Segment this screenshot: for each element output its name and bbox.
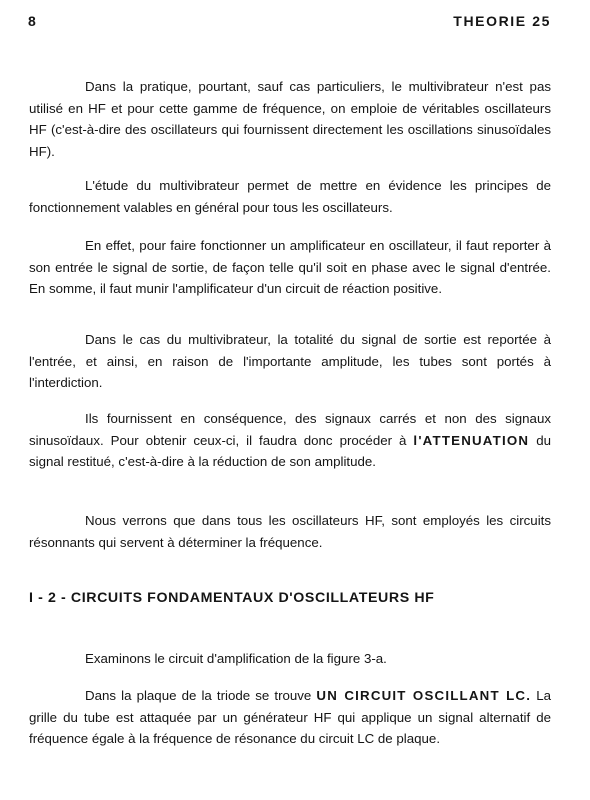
paragraph xyxy=(29,685,551,750)
paragraph-text: du signal restitué, c'est-à-dire à la réduction de son amplitude. xyxy=(29,432,551,469)
section-heading: I - 2 - CIRCUITS FONDAMENTAUX D'OSCILLATEURS HF xyxy=(29,590,435,606)
paragraph xyxy=(29,408,551,473)
paragraph: Dans la pratique, pourtant, sauf cas particuliers, le multivibrateur n'est pas utilisé en HF et pour cette gamme de fréquence, on emploie de véritables oscillateurs HF (c'est-à-dire des oscillateurs qui fournissent directement les oscillations sinusoïdales HF). xyxy=(29,79,551,159)
paragraph-text: Dans la plaque de la triode se trouve xyxy=(85,688,317,703)
paragraph: Nous verrons que dans tous les oscillateurs HF, sont employés les circuits résonnants qui servent à déterminer la fréquence. xyxy=(29,513,551,550)
page-number: 8 xyxy=(28,13,37,29)
paragraph: L'étude du multivibrateur permet de mettre en évidence les principes de fonctionnement valables en général pour tous les oscillateurs. xyxy=(29,178,551,215)
paragraph-text: La grille du tube est attaquée par un générateur HF qui applique un signal alternatif de fréquence égale à la fréquence de résonance du circuit LC de plaque. xyxy=(29,688,551,746)
running-title: THEORIE 25 xyxy=(453,13,551,29)
paragraph-text: Ils fournissent en conséquence, des signaux carrés et non des signaux sinusoïdaux. Pour obtenir ceux-ci, il faudra donc procéder à xyxy=(29,411,551,448)
paragraph: Dans le cas du multivibrateur, la totalité du signal de sortie est reportée à l'entrée, et ainsi, en raison de l'importante amplitude, les tubes sont portés à l'interdiction. xyxy=(29,332,551,390)
paragraph: En effet, pour faire fonctionner un amplificateur en oscillateur, il faut reporter à son entrée le signal de sortie, de façon telle qu'il soit en phase avec le signal d'entrée. En somme, il faut munir l'amplificateur d'un circuit de réaction positive. xyxy=(29,238,551,296)
paragraph: Examinons le circuit d'amplification de la figure 3-a. xyxy=(85,651,387,666)
emphasis-text: UN CIRCUIT OSCILLANT LC. xyxy=(316,688,532,703)
emphasis-text: l'ATTENUATION xyxy=(413,432,530,448)
